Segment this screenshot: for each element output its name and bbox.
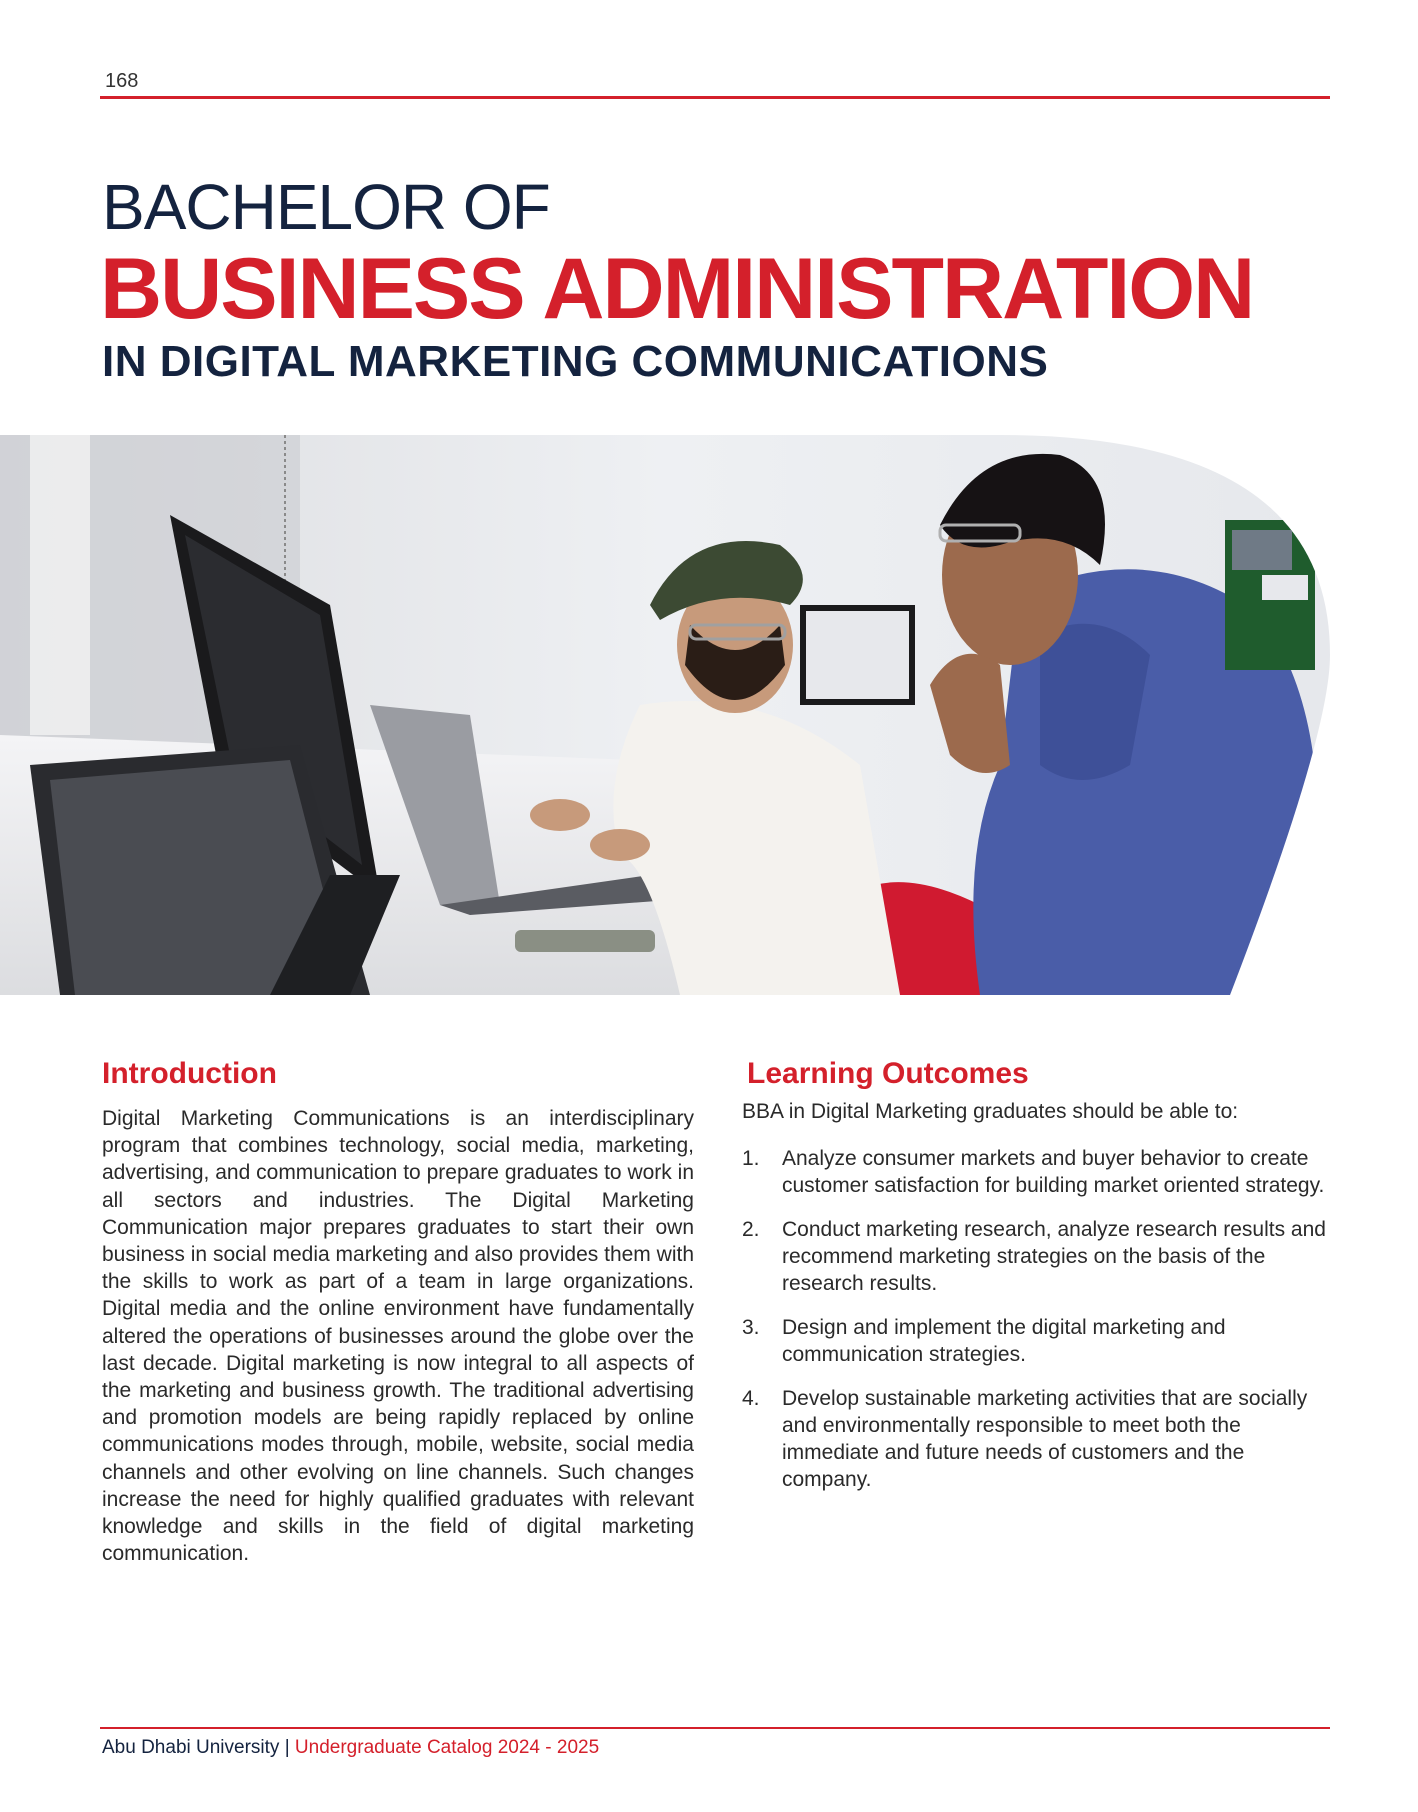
list-item: [742, 1216, 1337, 1297]
list-item: [742, 1145, 1337, 1199]
footer-catalog: Undergraduate Catalog 2024 - 2025: [294, 1737, 600, 1758]
title-line-1: BACHELOR OF: [102, 171, 550, 243]
footer: [102, 1737, 599, 1759]
list-item-number: 1.: [742, 1147, 760, 1170]
learning-outcomes-list: [742, 1145, 1337, 1510]
learning-outcomes-intro: BBA in Digital Marketing graduates should be able to:: [742, 1100, 1239, 1123]
bottom-divider: [100, 1727, 1330, 1729]
list-item-number: 3.: [742, 1316, 760, 1339]
page-number: 168: [105, 70, 139, 92]
list-item: [742, 1385, 1337, 1493]
list-item: [742, 1314, 1337, 1368]
introduction-heading: Introduction: [102, 1057, 277, 1090]
title-line-2: BUSINESS ADMINISTRATION: [100, 241, 1254, 337]
list-item-text: Develop sustainable marketing activities that are socially and environmentally responsible to meet both the immediate and future needs of customers and the company.: [782, 1387, 1308, 1491]
hero-photo: [0, 435, 1330, 995]
footer-university: Abu Dhabi University: [102, 1737, 280, 1758]
learning-outcomes-heading: Learning Outcomes: [747, 1057, 1029, 1090]
list-item-number: 2.: [742, 1218, 760, 1241]
list-item-text: Design and implement the digital marketing and communication strategies.: [782, 1316, 1226, 1366]
list-item-number: 4.: [742, 1387, 760, 1410]
top-divider: [100, 96, 1330, 99]
title-line-3: IN DIGITAL MARKETING COMMUNICATIONS: [102, 337, 1049, 386]
footer-separator: |: [284, 1737, 290, 1758]
introduction-body: Digital Marketing Communications is an interdisciplinary program that combines technology, social media, marketing, advertising, and communication to prepare graduates to work in all sectors and industries. The Digital Marketing Communication major prepares graduates to start their own business in social media marketing and also provides them with the skills to work as part of a team in large organizations. Digital media and the online environment have fundamentally altered the operations of businesses around the globe over the last decade. Digital marketing is now integral to all aspects of the marketing and business growth. The traditional advertising and promotion models are being rapidly replaced by online communications modes through, mobile, website, social media channels and other evolving on line channels. Such changes increase the need for highly qualified graduates with relevant knowledge and skills in the field of digital marketing communication.: [102, 1107, 694, 1566]
list-item-text: Conduct marketing research, analyze research results and recommend marketing strategies on the basis of the research results.: [782, 1218, 1326, 1295]
list-item-text: Analyze consumer markets and buyer behavior to create customer satisfaction for building market oriented strategy.: [782, 1147, 1325, 1197]
